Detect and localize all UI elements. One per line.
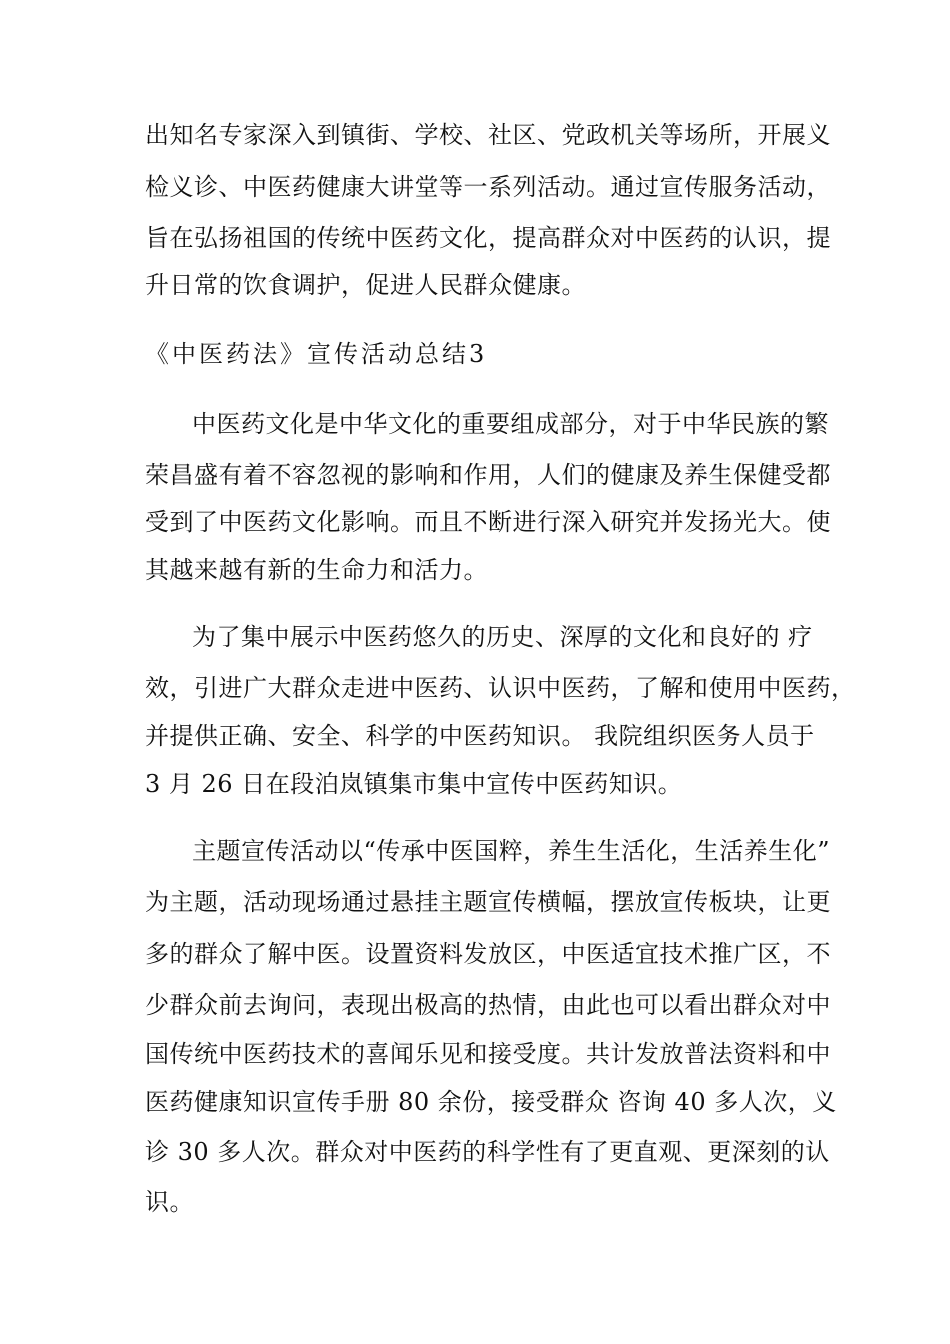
- paragraph-1-line-4: 其越来越有新的生命力和活力。: [145, 556, 488, 584]
- paragraph-1-line-3: 受到了中医药文化影响。而且不断进行深入研究并发扬光大。使: [145, 508, 831, 536]
- paragraph-2-line-4: 3 月 26 日在段泊岚镇集市集中宣传中医药知识。: [145, 770, 683, 798]
- paragraph-3-line-3: 多的群众了解中医。设置资料发放区，中医适宜技术推广区，不: [145, 940, 831, 968]
- paragraph-2-line-2: 效，引进广大群众走进中医药、认识中医药，了解和使用中医药，: [145, 674, 856, 702]
- intro-line-2: 检义诊、中医药健康大讲堂等一系列活动。通过宣传服务活动，: [145, 173, 831, 201]
- paragraph-3-line-5: 国传统中医药技术的喜闻乐见和接受度。共计发放普法资料和中: [145, 1040, 831, 1068]
- paragraph-3-line-4: 少群众前去询问，表现出极高的热情，由此也可以看出群众对中: [145, 991, 831, 1019]
- intro-line-3: 旨在弘扬祖国的传统中医药文化，提高群众对中医药的认识，提: [145, 224, 831, 252]
- intro-line-4: 升日常的饮食调护，促进人民群众健康。: [145, 271, 586, 299]
- paragraph-2-line-3: 并提供正确、安全、科学的中医药知识。 我院组织医务人员于: [145, 722, 815, 750]
- paragraph-2-line-1: 为了集中展示中医药悠久的历史、深厚的文化和良好的 疗: [192, 623, 813, 651]
- intro-line-1: 出知名专家深入到镇街、学校、社区、党政机关等场所，开展义: [145, 121, 831, 149]
- paragraph-3-line-7: 诊 30 多人次。群众对中医药的科学性有了更直观、更深刻的认: [145, 1138, 830, 1166]
- paragraph-3-line-6: 医药健康知识宣传手册 80 余份，接受群众 咨询 40 多人次，义: [145, 1088, 837, 1116]
- paragraph-3-line-8: 识。: [145, 1188, 194, 1216]
- paragraph-3-line-1: 主题宣传活动以“传承中医国粹，养生生活化，生活养生化”: [192, 837, 831, 865]
- paragraph-1-line-2: 荣昌盛有着不容忽视的影响和作用，人们的健康及养生保健受都: [145, 461, 831, 489]
- paragraph-3-line-2: 为主题，活动现场通过悬挂主题宣传横幅，摆放宣传板块，让更: [145, 888, 831, 916]
- section-heading: 《中医药法》宣传活动总结3: [145, 340, 488, 368]
- paragraph-1-line-1: 中医药文化是中华文化的重要组成部分，对于中华民族的繁: [192, 410, 829, 438]
